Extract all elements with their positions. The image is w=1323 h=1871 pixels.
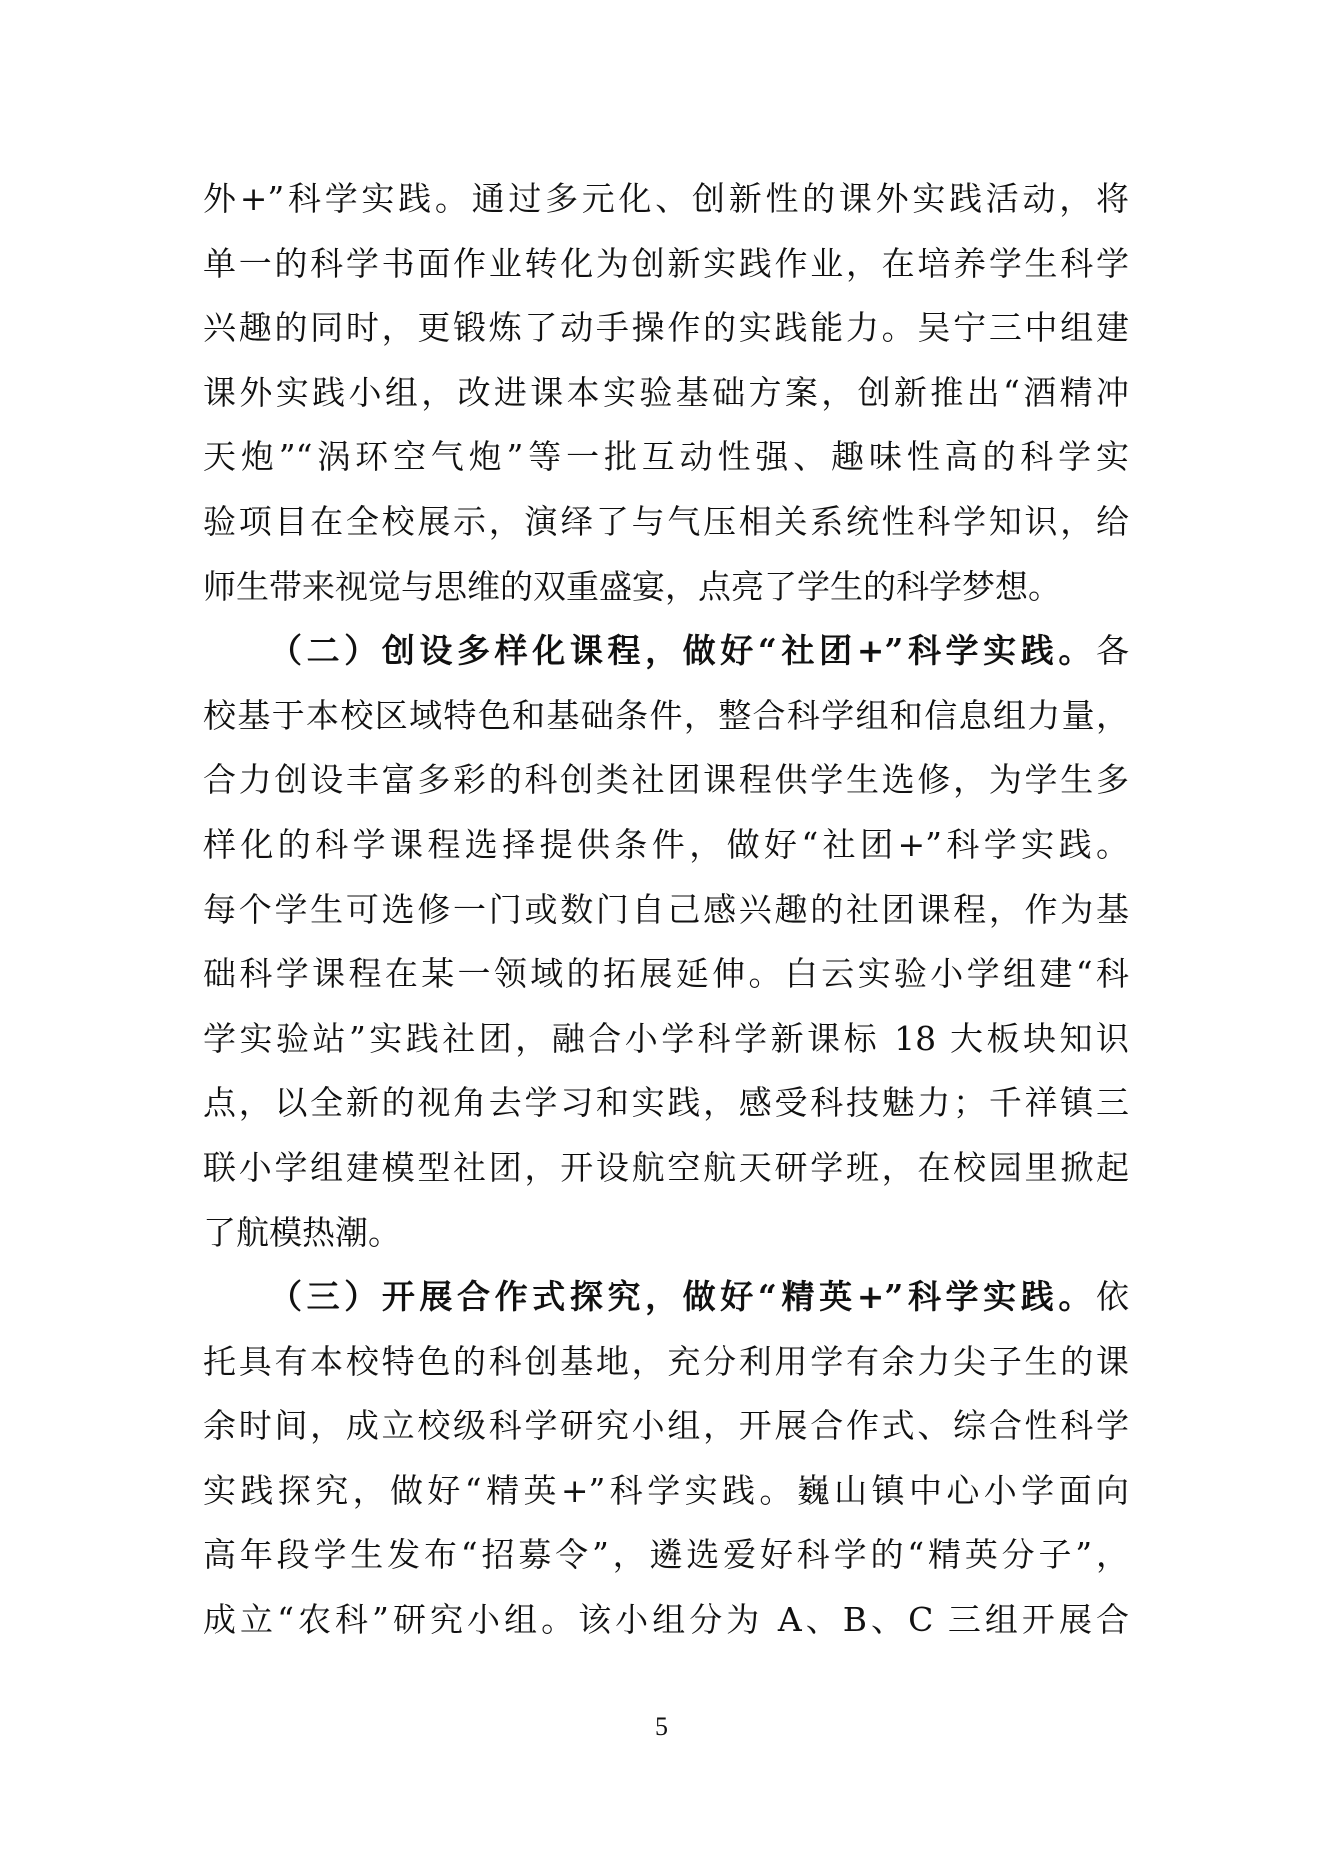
section-3-first-line xyxy=(203,1265,1129,1330)
text-line: 点，以全新的视角去学习和实践，感受科技魅力；千祥镇三 xyxy=(203,1083,1129,1123)
text-line: 每个学生可选修一门或数门自己感兴趣的社团课程，作为基 xyxy=(203,889,1129,929)
section-2-first-line xyxy=(203,619,1129,684)
section-2-heading: （二）创设多样化课程，做好“社团+”科学实践。 xyxy=(269,631,1096,671)
body-text xyxy=(203,167,1129,1653)
text-line: 验项目在全校展示，演绎了与气压相关系统性科学知识，给 xyxy=(203,501,1129,541)
text-line: 托具有本校特色的科创基地，充分利用学有余力尖子生的课 xyxy=(203,1341,1129,1381)
text-line: 外+”科学实践。通过多元化、创新性的课外实践活动，将 xyxy=(203,179,1129,218)
text-line: 高年段学生发布“招募令”，遴选爱好科学的“精英分子”， xyxy=(203,1535,1129,1575)
text-line: 成立“农科”研究小组。该小组分为 A、B、C 三组开展合 xyxy=(203,1600,1129,1640)
text-line: 余时间，成立校级科学研究小组，开展合作式、综合性科学 xyxy=(203,1406,1129,1446)
text-line: 单一的科学书面作业转化为创新实践作业，在培养学生科学 xyxy=(203,243,1129,283)
text-line: 校基于本校区域特色和基础条件，整合科学组和信息组力量， xyxy=(203,695,1129,735)
text-line: 学实验站”实践社团，融合小学科学新课标 18 大板块知识 xyxy=(203,1018,1129,1058)
section-3-heading: （三）开展合作式探究，做好“精英+”科学实践。 xyxy=(269,1277,1096,1317)
text-line: 课外实践小组，改进课本实验基础方案，创新推出“酒精冲 xyxy=(203,372,1129,412)
page-number: 5 xyxy=(655,1712,668,1741)
text-line: 了航模热潮。 xyxy=(203,1212,401,1252)
text-line: 实践探究，做好“精英+”科学实践。巍山镇中心小学面向 xyxy=(203,1470,1129,1510)
text-line: 兴趣的同时，更锻炼了动手操作的实践能力。吴宁三中组建 xyxy=(203,308,1129,348)
section-3-first-line-rest: 依 xyxy=(1096,1277,1129,1317)
text-line: 师生带来视觉与思维的双重盛宴，点亮了学生的科学梦想。 xyxy=(203,566,1061,606)
text-line: 样化的科学课程选择提供条件，做好“社团+”科学实践。 xyxy=(203,824,1129,864)
text-line: 联小学组建模型社团，开设航空航天研学班，在校园里掀起 xyxy=(203,1147,1129,1187)
text-line: 础科学课程在某一领域的拓展延伸。白云实验小学组建“科 xyxy=(203,954,1129,994)
text-line: 合力创设丰富多彩的科创类社团课程供学生选修，为学生多 xyxy=(203,760,1129,800)
section-2-first-line-rest: 各 xyxy=(1096,631,1129,671)
text-line: 天炮”“涡环空气炮”等一批互动性强、趣味性高的科学实 xyxy=(203,437,1129,477)
